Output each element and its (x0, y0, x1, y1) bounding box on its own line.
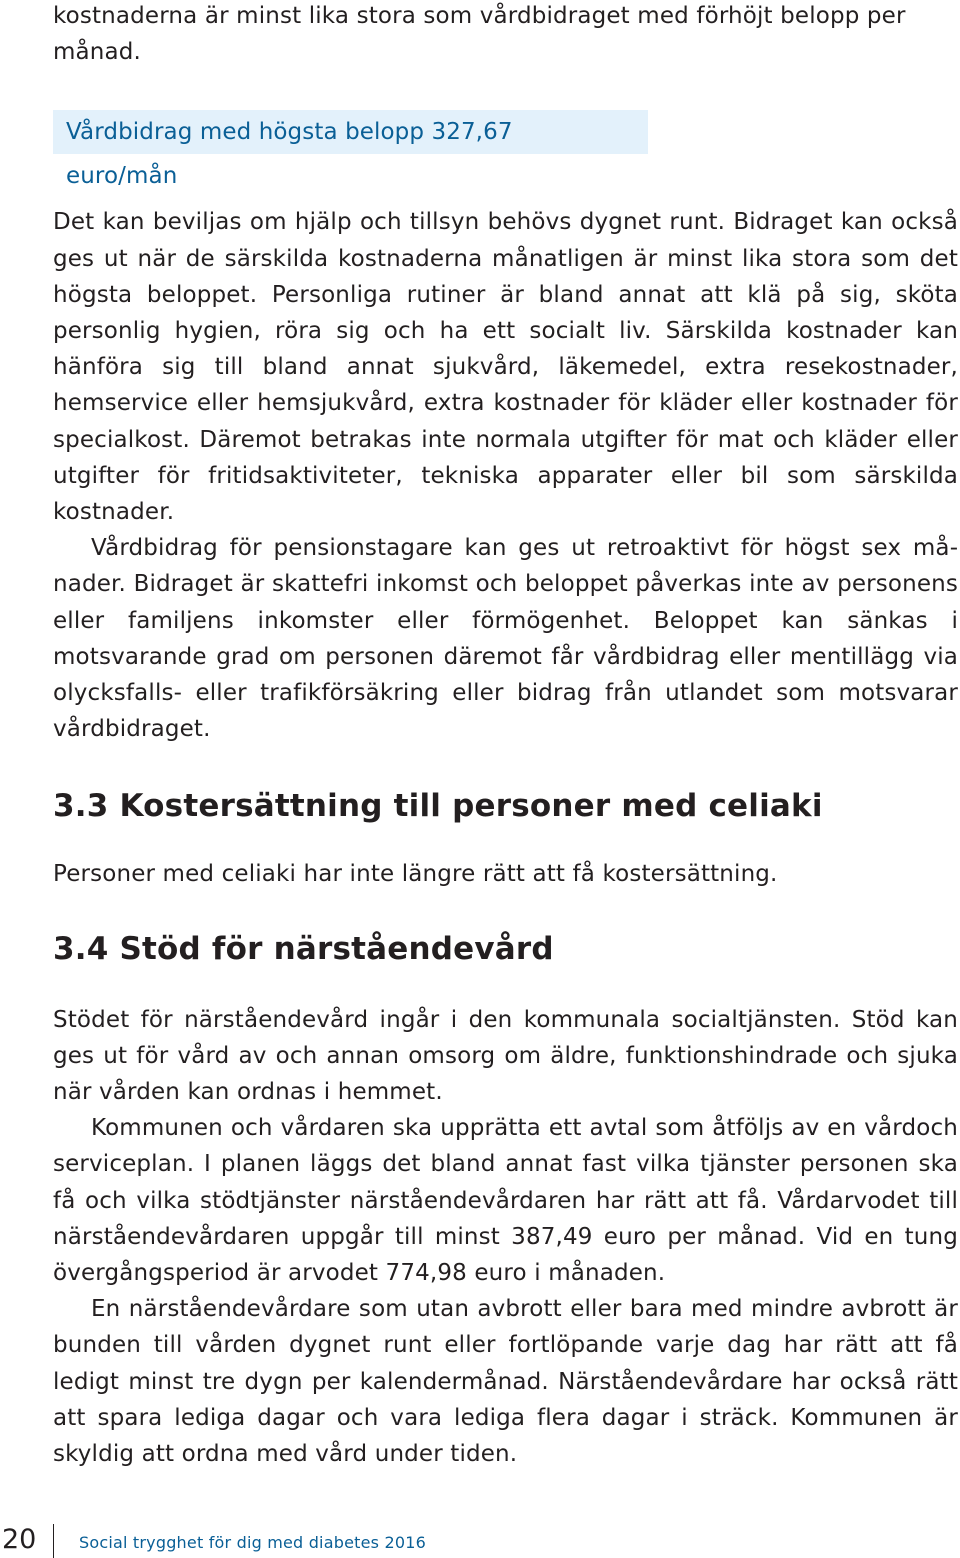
body-paragraph: En närståendevårdare som utan avbrott eller bara med mindre avbrott är bunden till vården dygnet runt eller fortlöpande varje dag har rätt att få ledigt minst tre dygn per kalendermånad. Närståendevårdare har också rätt att spara lediga dagar och vara lediga flera dagar i sträck. Kommunen är skyldig att ordna med vård under tiden. (53, 1296, 958, 1468)
body-paragraph: Det kan beviljas om hjälp och tillsyn behövs dygnet runt. Bidraget kan också ges ut när de särskilda kostnaderna månatligen är minst lika stora som det högsta beloppet. Personliga rutiner är bland annat att klä på sig, sköta personlig hygien, röra sig och ha ett socialt liv. Särskilda kostnader kan hänföra sig till bland annat sjukvård, läkemedel, extra resekostnader, hemservice eller hemsjukvård, extra kostnader för kläder eller kostnader för specialkost. Däremot betrakas inte normala utgifter för mat och kläder eller utgifter för fritidsaktiviteter, tekniska apparater eller bil som särskilda kostnader. (53, 209, 958, 526)
document-page (53, 0, 958, 1472)
callout-heading: Vårdbidrag med högsta belopp 327,67 euro/mån (53, 110, 648, 154)
intro-paragraph: kostnaderna är minst lika stora som vårdbidraget med förhöjt belopp per månad. (53, 3, 906, 66)
body-paragraph: Stödet för närståendevård ingår i den kommunala socialtjänsten. Stöd kan ges ut för vård av och annan omsorg om äldre, funktionshindrade och sjuka när vården kan ordnas i hemmet. (53, 1006, 958, 1106)
footer-divider (53, 1524, 54, 1558)
page-number: 20 (2, 1524, 37, 1555)
body-paragraph: Vårdbidrag för pensionstagare kan ges ut retroaktivt för högst sex månader. Bidraget är skattefri inkomst och beloppet påverkas inte av personens eller familjens inkomster eller förmögenhet. Beloppet kan sänkas i motsvarande grad om personen däremot får vårdbidrag eller mentillägg via olycksfalls- eller trafikförsäkring eller bidrag från utlandet som motsvarar vårdbidraget. (53, 535, 958, 743)
section-narstaendevard (53, 1002, 958, 1473)
publication-title: Social trygghet för dig med diabetes 2016 (79, 1533, 426, 1552)
body-paragraph: Personer med celiaki har inte längre rätt att få kostersättning. (53, 861, 778, 888)
section-heading-3-4: 3.4 Stöd för närståendevård (53, 930, 554, 967)
section-heading-3-3: 3.3 Kostersättning till personer med celiaki (53, 788, 823, 825)
page-footer (0, 1522, 960, 1558)
section-vardbidrag (53, 204, 958, 747)
body-paragraph: Kommunen och vårdaren ska upprätta ett avtal som åtföljs av en vårdoch serviceplan. I planen läggs det bland annat fast vilka tjänster personen ska få och vilka stödtjänster närståendevårdaren har rätt att få. Vårdarvodet till närståendevårdaren uppgår till minst 387,49 euro per månad. Vid en tung övergångsperiod är arvodet 774,98 euro i månaden. (53, 1115, 958, 1287)
